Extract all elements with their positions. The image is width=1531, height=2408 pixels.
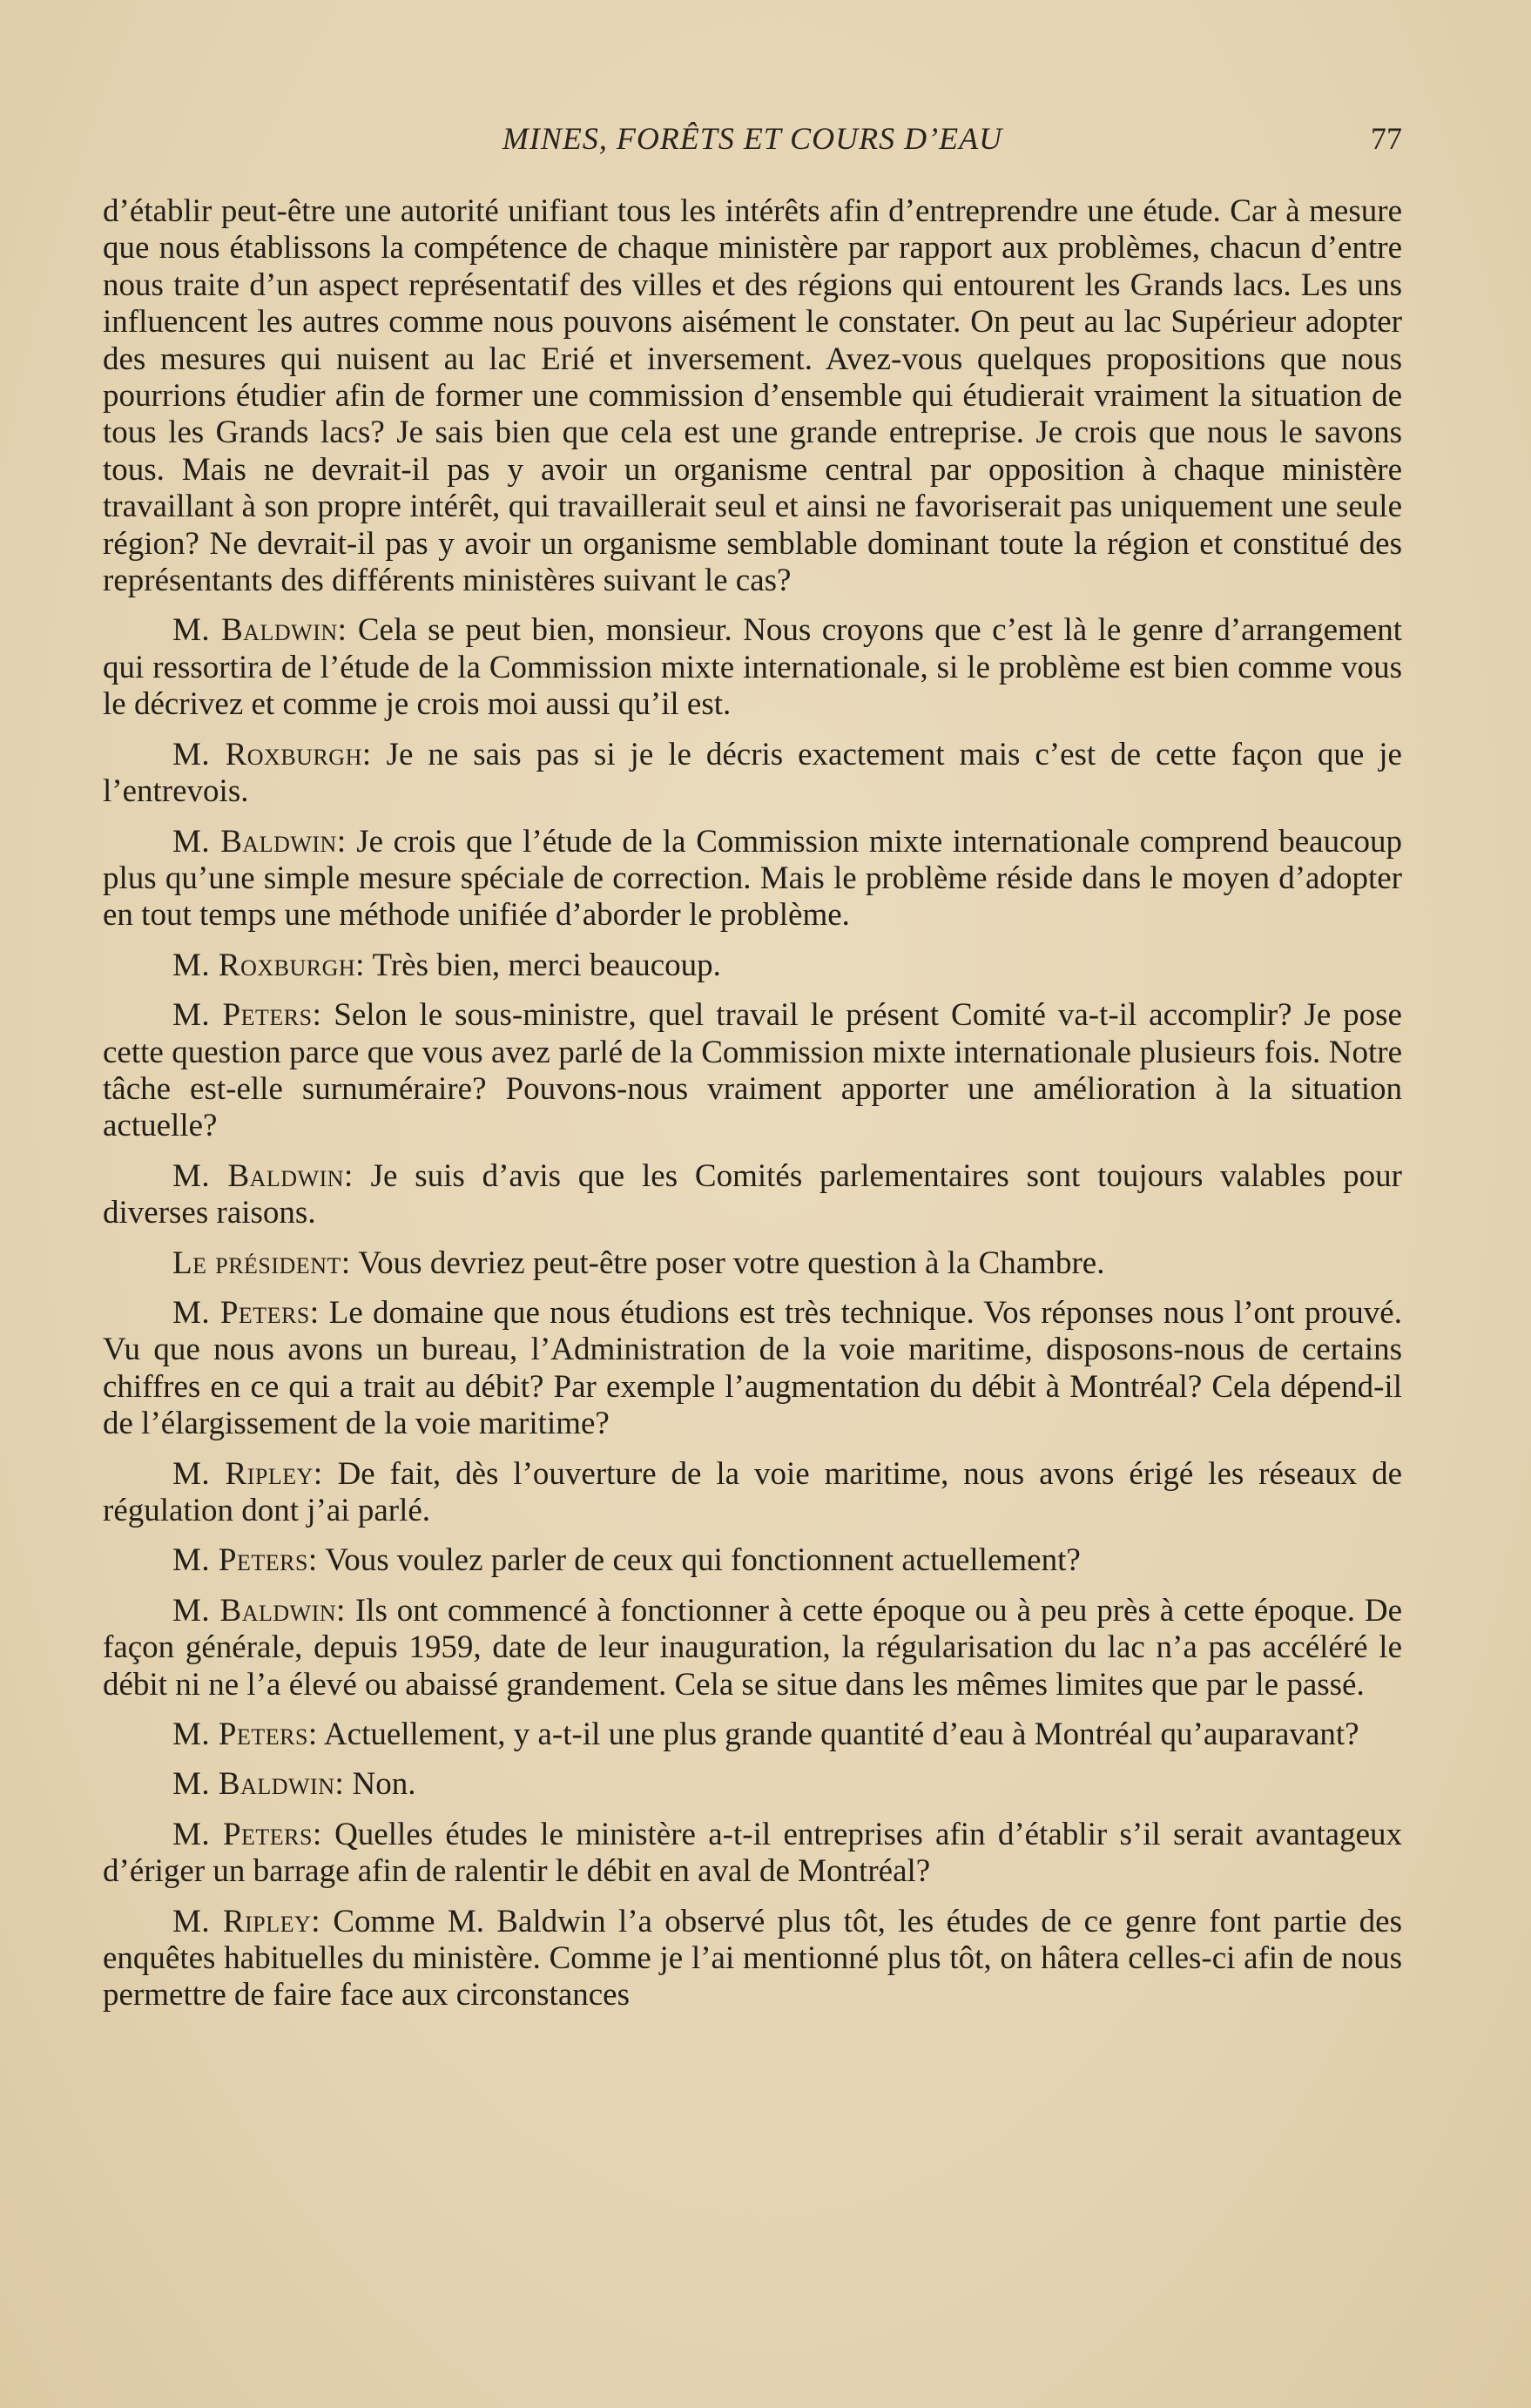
speaker-name: M. Peters: bbox=[172, 997, 322, 1034]
speaker-name: M. Baldwin: bbox=[172, 1766, 345, 1803]
paragraph-text: Non. bbox=[344, 1766, 416, 1803]
speaker-name: M. Ripley: bbox=[172, 1903, 321, 1939]
paragraph bbox=[103, 1245, 1402, 1282]
speaker-name: M. Roxburgh: bbox=[172, 947, 365, 983]
speaker-name: M. Peters: bbox=[172, 1542, 318, 1579]
paragraph bbox=[103, 1717, 1402, 1753]
speaker-name: M. Ripley: bbox=[172, 1455, 323, 1492]
paragraph bbox=[103, 1456, 1402, 1530]
paragraph-text: Actuellement, y a-t-il une plus grande quantité d’eau à Montréal qu’auparavant? bbox=[317, 1717, 1359, 1753]
running-title: MINES, FORÊTS ET COURS D’EAU bbox=[502, 121, 1003, 156]
paragraph bbox=[103, 1766, 1402, 1803]
body-text bbox=[103, 193, 1402, 2027]
running-header bbox=[103, 120, 1402, 164]
speaker-name: M. Peters: bbox=[172, 1717, 318, 1753]
paragraph-text: Vous voulez parler de ceux qui fonctionnent actuellement? bbox=[317, 1542, 1081, 1579]
speaker-name: Le président: bbox=[172, 1244, 351, 1281]
paragraph-text: Selon le sous-ministre, quel travail le présent Comité va-t-il accomplir? Je pose cette question parce que vous avez parlé de la Commission mixte internationale plusieurs fois. Notre tâche est-elle surnuméraire? Pouvons-nous vraiment apporter une amélioration à la situation actuelle? bbox=[103, 997, 1402, 1144]
paragraph bbox=[103, 824, 1402, 934]
paragraph bbox=[103, 612, 1402, 723]
paragraph bbox=[103, 948, 1402, 984]
paragraph-text: Je suis d’avis que les Comités parlementaires sont toujours valables pour diverses raisons. bbox=[103, 1157, 1402, 1231]
paragraph bbox=[103, 1593, 1402, 1703]
speaker-name: M. Baldwin: bbox=[172, 1157, 354, 1194]
paragraph-text: Cela se peut bien, monsieur. Nous croyons que c’est là le genre d’arrangement qui ressortira de l’étude de la Commission mixte internationale, si le problème est bien comme vous le décrivez et comme je crois moi aussi qu’il est. bbox=[103, 612, 1402, 723]
paragraph-text: Le domaine que nous étudions est très technique. Vos réponses nous l’ont prouvé. Vu que nous avons un bureau, l’Administration de la voie maritime, disposons-nous de certains chiffres en ce qui a trait au débit? Par exemple l’augmentation du débit à Montréal? Cela dépend-il de l’élargissement de la voie maritime? bbox=[103, 1294, 1402, 1442]
paragraph-text: De fait, dès l’ouverture de la voie maritime, nous avons érigé les réseaux de régulation dont j’ai parlé. bbox=[103, 1455, 1402, 1528]
paragraph bbox=[103, 1904, 1402, 2014]
paragraph bbox=[103, 1158, 1402, 1232]
paragraph-text: Je crois que l’étude de la Commission mixte internationale comprend beaucoup plus qu’une simple mesure spéciale de correction. Mais le problème réside dans le moyen d’adopter en tout temps une méthode unifiée d’aborder le problème. bbox=[103, 823, 1402, 934]
paragraph-text: Vous devriez peut-être poser votre question à la Chambre. bbox=[350, 1244, 1105, 1281]
paragraph bbox=[103, 1817, 1402, 1891]
paragraph bbox=[103, 193, 1402, 599]
speaker-name: M. Baldwin: bbox=[172, 1592, 346, 1629]
speaker-name: M. Roxburgh: bbox=[172, 736, 372, 772]
paragraph bbox=[103, 737, 1402, 811]
paragraph bbox=[103, 1295, 1402, 1443]
page-number: 77 bbox=[1371, 121, 1402, 156]
speaker-name: M. Peters: bbox=[172, 1816, 322, 1852]
paragraph bbox=[103, 1542, 1402, 1579]
paragraph-text: Comme M. Baldwin l’a observé plus tôt, les études de ce genre font partie des enquêtes habituelles du ministère. Comme je l’ai mentionné plus tôt, on hâtera celles-ci afin de nous permettre de faire face aux circonstances bbox=[103, 1903, 1402, 2013]
paragraph bbox=[103, 997, 1402, 1145]
speaker-name: M. Baldwin: bbox=[172, 823, 347, 860]
paragraph-text: Je ne sais pas si je le décris exactement mais c’est de cette façon que je l’entrevois. bbox=[103, 736, 1402, 810]
paragraph-text: d’établir peut-être une autorité unifiant tous les intérêts afin d’entreprendre une étude. Car à mesure que nous établissons la compétence de chaque ministère par rapport aux problèmes, chacun d’entre nous traite d’un aspect représentatif des villes et des régions qui entourent les Grands lacs. Les uns influencent les autres comme nous pouvons aisément le constater. On peut au lac Supérieur adopter des mesures qui nuisent au lac Erié et inversement. Avez-vous quelques propositions que nous pourrions étudier afin de former une commission d’ensemble qui étudierait vraiment la situation de tous les Grands lacs? Je sais bien que cela est une grande entreprise. Je crois que nous le savons tous. Mais ne devrait-il pas y avoir un organisme central par opposition à chaque ministère travaillant à son propre intérêt, qui travaillerait seul et ainsi ne favoriserait pas uniquement une seule région? Ne devrait-il pas y avoir un organisme semblable dominant toute la région et constitué des représentants des différents ministères suivant le cas? bbox=[103, 193, 1402, 599]
paragraph-text: Quelles études le ministère a-t-il entreprises afin d’établir s’il serait avantageux d’ériger un barrage afin de ralentir le débit en aval de Montréal? bbox=[103, 1816, 1402, 1890]
speaker-name: M. Baldwin: bbox=[172, 612, 347, 649]
paragraph-text: Ils ont commencé à fonctionner à cette époque ou à peu près à cette époque. De façon générale, depuis 1959, date de leur inauguration, la régularisation du lac n’a pas accéléré le débit ni ne l’a élevé ou abaissé grandement. Cela se situe dans les mêmes limites que par le passé. bbox=[103, 1592, 1402, 1703]
paragraph-text: Très bien, merci beaucoup. bbox=[364, 947, 721, 983]
speaker-name: M. Peters: bbox=[172, 1294, 320, 1331]
